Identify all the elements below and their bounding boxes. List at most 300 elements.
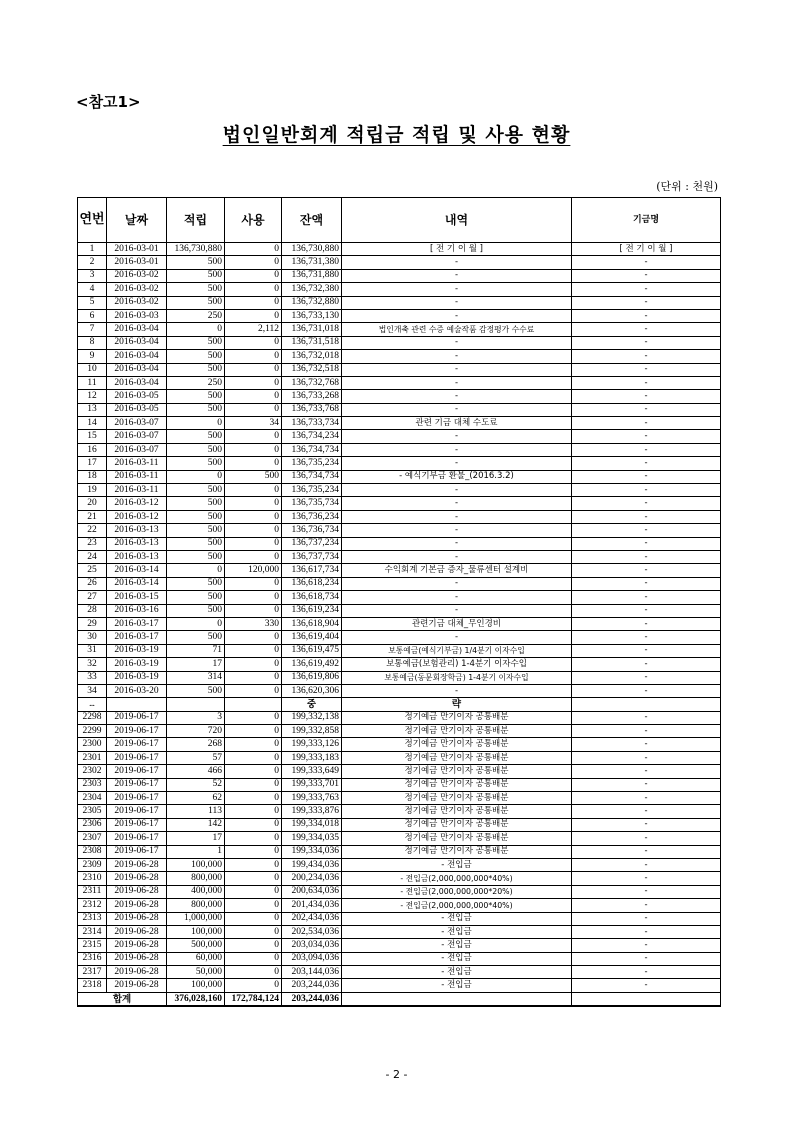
row-desc: - 전입금 (342, 966, 572, 979)
row-balance: 136,730,880 (282, 243, 342, 256)
row-date: 2016-03-17 (107, 617, 167, 630)
row-use: 0 (225, 952, 282, 965)
row-date: 2019-06-17 (107, 792, 167, 805)
table-row (78, 604, 721, 617)
row-fund: - (572, 403, 721, 416)
row-use: 330 (225, 617, 282, 630)
row-use: 120,000 (225, 564, 282, 577)
row-date: 2016-03-01 (107, 256, 167, 269)
table-row (78, 390, 721, 403)
row-date: 2019-06-17 (107, 832, 167, 845)
row-no: 2311 (78, 885, 107, 898)
row-fund: - (572, 966, 721, 979)
gap-empty (572, 698, 721, 711)
row-desc: 정기예금 만기이자 공통배분 (342, 792, 572, 805)
row-use: 0 (225, 484, 282, 497)
row-desc: 수익회계 기본금 증자_물류센터 설계비 (342, 564, 572, 577)
row-desc: 정기예금 만기이자 공통배분 (342, 711, 572, 724)
row-reserve: 500,000 (167, 939, 225, 952)
row-desc: 관련기금 대체_무인경비 (342, 617, 572, 630)
table-row (78, 537, 721, 550)
row-reserve: 0 (167, 417, 225, 430)
total-reserve: 376,028,160 (167, 992, 225, 1006)
row-no: 5 (78, 296, 107, 309)
row-fund: - (572, 939, 721, 952)
row-fund: - (572, 845, 721, 858)
row-balance: 136,732,768 (282, 376, 342, 389)
row-balance: 203,144,036 (282, 966, 342, 979)
row-reserve: 0 (167, 564, 225, 577)
row-no: 2316 (78, 952, 107, 965)
row-desc: - 전입금 (342, 979, 572, 992)
row-desc: - (342, 376, 572, 389)
table-row (78, 684, 721, 697)
row-reserve: 250 (167, 309, 225, 322)
row-no: 18 (78, 470, 107, 483)
row-reserve: 500 (167, 336, 225, 349)
row-fund: - (572, 738, 721, 751)
row-balance: 136,737,234 (282, 537, 342, 550)
omitted-row (78, 698, 721, 711)
table-row (78, 243, 721, 256)
header-balance: 잔액 (282, 198, 342, 243)
table-row (78, 899, 721, 912)
row-reserve: 1 (167, 845, 225, 858)
row-balance: 136,618,734 (282, 591, 342, 604)
row-fund: - (572, 390, 721, 403)
row-balance: 136,733,734 (282, 417, 342, 430)
row-fund: - (572, 376, 721, 389)
row-reserve: 500 (167, 296, 225, 309)
row-balance: 136,731,880 (282, 269, 342, 282)
row-use: 0 (225, 269, 282, 282)
table-row (78, 323, 721, 336)
row-no: 6 (78, 309, 107, 322)
table-row (78, 350, 721, 363)
row-date: 2016-03-02 (107, 269, 167, 282)
table-gap (78, 698, 721, 711)
row-fund: - (572, 979, 721, 992)
row-no: 2315 (78, 939, 107, 952)
unit-note: (단위 : 천원) (656, 180, 718, 193)
row-date: 2019-06-17 (107, 778, 167, 791)
total-balance: 203,244,036 (282, 992, 342, 1006)
row-balance: 136,619,475 (282, 644, 342, 657)
row-desc: - (342, 631, 572, 644)
row-reserve: 71 (167, 644, 225, 657)
row-reserve: 800,000 (167, 872, 225, 885)
gap-no: ... (78, 698, 107, 711)
table-row (78, 376, 721, 389)
table-row (78, 510, 721, 523)
row-use: 0 (225, 510, 282, 523)
row-date: 2019-06-28 (107, 952, 167, 965)
row-date: 2019-06-17 (107, 805, 167, 818)
row-no: 8 (78, 336, 107, 349)
row-no: 17 (78, 457, 107, 470)
row-use: 0 (225, 805, 282, 818)
row-balance: 136,733,768 (282, 403, 342, 416)
row-date: 2016-03-07 (107, 417, 167, 430)
row-use: 2,112 (225, 323, 282, 336)
table-header (78, 198, 721, 243)
table-row (78, 524, 721, 537)
row-balance: 136,619,492 (282, 658, 342, 671)
row-use: 500 (225, 470, 282, 483)
row-balance: 136,737,734 (282, 550, 342, 563)
row-date: 2016-03-15 (107, 591, 167, 604)
row-date: 2016-03-11 (107, 484, 167, 497)
row-date: 2019-06-17 (107, 738, 167, 751)
row-fund: - (572, 430, 721, 443)
table-row (78, 417, 721, 430)
row-use: 0 (225, 430, 282, 443)
row-desc: 법인개축 관련 수증 예술작품 감정평가 수수료 (342, 323, 572, 336)
row-reserve: 142 (167, 818, 225, 831)
row-use: 34 (225, 417, 282, 430)
table-row (78, 805, 721, 818)
row-no: 2305 (78, 805, 107, 818)
row-date: 2019-06-17 (107, 818, 167, 831)
row-balance: 199,333,126 (282, 738, 342, 751)
reference-label: <참고1> (76, 93, 141, 111)
row-fund: - (572, 604, 721, 617)
row-desc: - 전입금 (342, 939, 572, 952)
row-desc: 정기예금 만기이자 공통배분 (342, 738, 572, 751)
row-date: 2016-03-11 (107, 470, 167, 483)
row-desc: - (342, 350, 572, 363)
row-use: 0 (225, 390, 282, 403)
row-fund: - (572, 283, 721, 296)
table-row (78, 845, 721, 858)
row-balance: 136,733,268 (282, 390, 342, 403)
table-row (78, 818, 721, 831)
row-date: 2019-06-28 (107, 899, 167, 912)
row-reserve: 500 (167, 550, 225, 563)
row-no: 34 (78, 684, 107, 697)
row-balance: 136,731,018 (282, 323, 342, 336)
row-desc: 정기예금 만기이자 공통배분 (342, 845, 572, 858)
row-reserve: 50,000 (167, 966, 225, 979)
row-fund: - (572, 363, 721, 376)
row-reserve: 500 (167, 256, 225, 269)
row-fund: - (572, 832, 721, 845)
row-reserve: 466 (167, 765, 225, 778)
row-no: 28 (78, 604, 107, 617)
row-no: 2303 (78, 778, 107, 791)
row-reserve: 1,000,000 (167, 912, 225, 925)
row-date: 2016-03-01 (107, 243, 167, 256)
row-reserve: 500 (167, 497, 225, 510)
row-balance: 136,735,234 (282, 457, 342, 470)
row-use: 0 (225, 765, 282, 778)
row-date: 2016-03-03 (107, 309, 167, 322)
table-body-top (78, 243, 721, 698)
row-no: 2301 (78, 751, 107, 764)
row-date: 2016-03-17 (107, 631, 167, 644)
row-no: 32 (78, 658, 107, 671)
row-balance: 203,094,036 (282, 952, 342, 965)
row-use: 0 (225, 872, 282, 885)
row-balance: 199,334,036 (282, 845, 342, 858)
row-fund: - (572, 671, 721, 684)
row-desc: - (342, 577, 572, 590)
header-date: 날짜 (107, 198, 167, 243)
title-text: 법인일반회계 적립금 적립 및 사용 현황 (222, 124, 571, 146)
row-use: 0 (225, 403, 282, 416)
row-reserve: 500 (167, 484, 225, 497)
row-desc: 보통예금(예식기부금) 1/4분기 이자수입 (342, 644, 572, 657)
row-no: 31 (78, 644, 107, 657)
row-date: 2016-03-04 (107, 336, 167, 349)
row-desc: - (342, 457, 572, 470)
row-fund: - (572, 644, 721, 657)
table-row (78, 912, 721, 925)
row-balance: 199,333,701 (282, 778, 342, 791)
row-desc: 보통예금(동문회장학금) 1-4분기 이자수입 (342, 671, 572, 684)
row-desc: - (342, 484, 572, 497)
row-balance: 136,733,130 (282, 309, 342, 322)
row-no: 11 (78, 376, 107, 389)
row-use: 0 (225, 550, 282, 563)
total-empty (342, 992, 572, 1006)
row-date: 2019-06-28 (107, 979, 167, 992)
row-balance: 199,333,763 (282, 792, 342, 805)
row-date: 2016-03-12 (107, 497, 167, 510)
row-balance: 136,617,734 (282, 564, 342, 577)
header-fund: 기금명 (572, 198, 721, 243)
row-balance: 136,735,734 (282, 497, 342, 510)
row-use: 0 (225, 631, 282, 644)
total-row (78, 992, 721, 1006)
row-fund: - (572, 470, 721, 483)
gap-empty (107, 698, 167, 711)
row-use: 0 (225, 363, 282, 376)
row-fund: - (572, 858, 721, 871)
row-no: 2314 (78, 925, 107, 938)
row-reserve: 500 (167, 684, 225, 697)
row-reserve: 500 (167, 577, 225, 590)
row-no: 25 (78, 564, 107, 577)
row-reserve: 17 (167, 832, 225, 845)
row-no: 2 (78, 256, 107, 269)
row-date: 2019-06-17 (107, 751, 167, 764)
row-date: 2016-03-13 (107, 550, 167, 563)
row-date: 2019-06-17 (107, 765, 167, 778)
total-use: 172,784,124 (225, 992, 282, 1006)
row-no: 20 (78, 497, 107, 510)
row-desc: - 전입금 (342, 858, 572, 871)
row-desc: - (342, 336, 572, 349)
row-reserve: 500 (167, 631, 225, 644)
row-reserve: 60,000 (167, 952, 225, 965)
row-reserve: 0 (167, 470, 225, 483)
row-fund: - (572, 885, 721, 898)
row-date: 2016-03-19 (107, 671, 167, 684)
row-fund: - (572, 323, 721, 336)
row-date: 2016-03-05 (107, 390, 167, 403)
table-row (78, 564, 721, 577)
row-reserve: 500 (167, 537, 225, 550)
reserve-table (77, 197, 721, 1007)
row-desc: [ 전 기 이 월 ] (342, 243, 572, 256)
row-no: 27 (78, 591, 107, 604)
row-use: 0 (225, 524, 282, 537)
row-use: 0 (225, 778, 282, 791)
table-row (78, 283, 721, 296)
row-desc: - (342, 591, 572, 604)
row-date: 2019-06-28 (107, 912, 167, 925)
row-desc: - (342, 443, 572, 456)
row-use: 0 (225, 711, 282, 724)
page-number: - 2 - (385, 1068, 408, 1081)
row-reserve: 250 (167, 376, 225, 389)
row-desc: - 전입금 (342, 925, 572, 938)
row-balance: 200,634,036 (282, 885, 342, 898)
row-desc: - 예식기부금 환불_(2016.3.2) (342, 470, 572, 483)
table-row (78, 939, 721, 952)
table-row (78, 591, 721, 604)
row-fund: - (572, 577, 721, 590)
row-desc: - (342, 604, 572, 617)
row-reserve: 800,000 (167, 899, 225, 912)
row-date: 2019-06-28 (107, 966, 167, 979)
row-no: 2312 (78, 899, 107, 912)
row-date: 2016-03-11 (107, 457, 167, 470)
row-balance: 136,618,234 (282, 577, 342, 590)
table-row (78, 309, 721, 322)
row-fund: - (572, 336, 721, 349)
row-balance: 136,620,306 (282, 684, 342, 697)
row-balance: 199,333,183 (282, 751, 342, 764)
row-desc: - (342, 684, 572, 697)
row-no: 2317 (78, 966, 107, 979)
row-date: 2016-03-12 (107, 510, 167, 523)
header-desc: 내역 (342, 198, 572, 243)
row-use: 0 (225, 604, 282, 617)
table-row (78, 617, 721, 630)
row-balance: 202,534,036 (282, 925, 342, 938)
row-fund: - (572, 765, 721, 778)
table-row (78, 256, 721, 269)
row-reserve: 62 (167, 792, 225, 805)
table-row (78, 792, 721, 805)
row-no: 2318 (78, 979, 107, 992)
row-desc: - (342, 537, 572, 550)
row-reserve: 57 (167, 751, 225, 764)
row-balance: 199,334,035 (282, 832, 342, 845)
row-balance: 136,734,234 (282, 430, 342, 443)
row-desc: - 전입금(2,000,000,000*40%) (342, 899, 572, 912)
table-row (78, 765, 721, 778)
table-row (78, 631, 721, 644)
table-row (78, 577, 721, 590)
row-fund: - (572, 417, 721, 430)
gap-mid-text: 중 (282, 698, 342, 711)
row-use: 0 (225, 725, 282, 738)
row-fund: - (572, 550, 721, 563)
row-use: 0 (225, 885, 282, 898)
row-fund: - (572, 711, 721, 724)
row-balance: 199,333,876 (282, 805, 342, 818)
table-row (78, 979, 721, 992)
table-row (78, 658, 721, 671)
row-reserve: 100,000 (167, 979, 225, 992)
row-reserve: 500 (167, 350, 225, 363)
row-date: 2016-03-14 (107, 564, 167, 577)
row-use: 0 (225, 309, 282, 322)
row-date: 2016-03-13 (107, 537, 167, 550)
row-no: 1 (78, 243, 107, 256)
row-fund: - (572, 497, 721, 510)
row-date: 2019-06-17 (107, 845, 167, 858)
row-desc: - (342, 296, 572, 309)
row-reserve: 113 (167, 805, 225, 818)
row-fund: - (572, 899, 721, 912)
row-date: 2016-03-19 (107, 644, 167, 657)
row-reserve: 400,000 (167, 885, 225, 898)
row-use: 0 (225, 457, 282, 470)
row-no: 15 (78, 430, 107, 443)
table-row (78, 430, 721, 443)
row-date: 2019-06-28 (107, 885, 167, 898)
row-no: 19 (78, 484, 107, 497)
table-row (78, 497, 721, 510)
row-date: 2019-06-28 (107, 858, 167, 871)
row-balance: 203,244,036 (282, 979, 342, 992)
row-fund: - (572, 256, 721, 269)
row-desc: 정기예금 만기이자 공통배분 (342, 765, 572, 778)
row-fund: - (572, 912, 721, 925)
row-desc: 정기예금 만기이자 공통배분 (342, 805, 572, 818)
row-fund: - (572, 952, 721, 965)
row-balance: 200,234,036 (282, 872, 342, 885)
row-no: 30 (78, 631, 107, 644)
row-date: 2019-06-28 (107, 939, 167, 952)
row-use: 0 (225, 497, 282, 510)
row-no: 14 (78, 417, 107, 430)
row-balance: 199,334,018 (282, 818, 342, 831)
table-row (78, 872, 721, 885)
row-use: 0 (225, 858, 282, 871)
row-date: 2019-06-28 (107, 872, 167, 885)
row-date: 2019-06-28 (107, 925, 167, 938)
row-date: 2016-03-04 (107, 323, 167, 336)
row-use: 0 (225, 376, 282, 389)
header-use: 사용 (225, 198, 282, 243)
row-desc: - (342, 430, 572, 443)
row-desc: 정기예금 만기이자 공통배분 (342, 751, 572, 764)
row-reserve: 17 (167, 658, 225, 671)
row-fund: - (572, 309, 721, 322)
row-desc: 관련 기금 대체 수도료 (342, 417, 572, 430)
row-use: 0 (225, 818, 282, 831)
row-use: 0 (225, 243, 282, 256)
table-row (78, 751, 721, 764)
row-desc: - (342, 510, 572, 523)
row-no: 2302 (78, 765, 107, 778)
row-reserve: 720 (167, 725, 225, 738)
row-fund: - (572, 350, 721, 363)
row-desc: - (342, 309, 572, 322)
row-reserve: 500 (167, 430, 225, 443)
row-balance: 199,434,036 (282, 858, 342, 871)
row-use: 0 (225, 979, 282, 992)
row-balance: 136,736,234 (282, 510, 342, 523)
table-row (78, 336, 721, 349)
row-reserve: 100,000 (167, 858, 225, 871)
table-row (78, 832, 721, 845)
